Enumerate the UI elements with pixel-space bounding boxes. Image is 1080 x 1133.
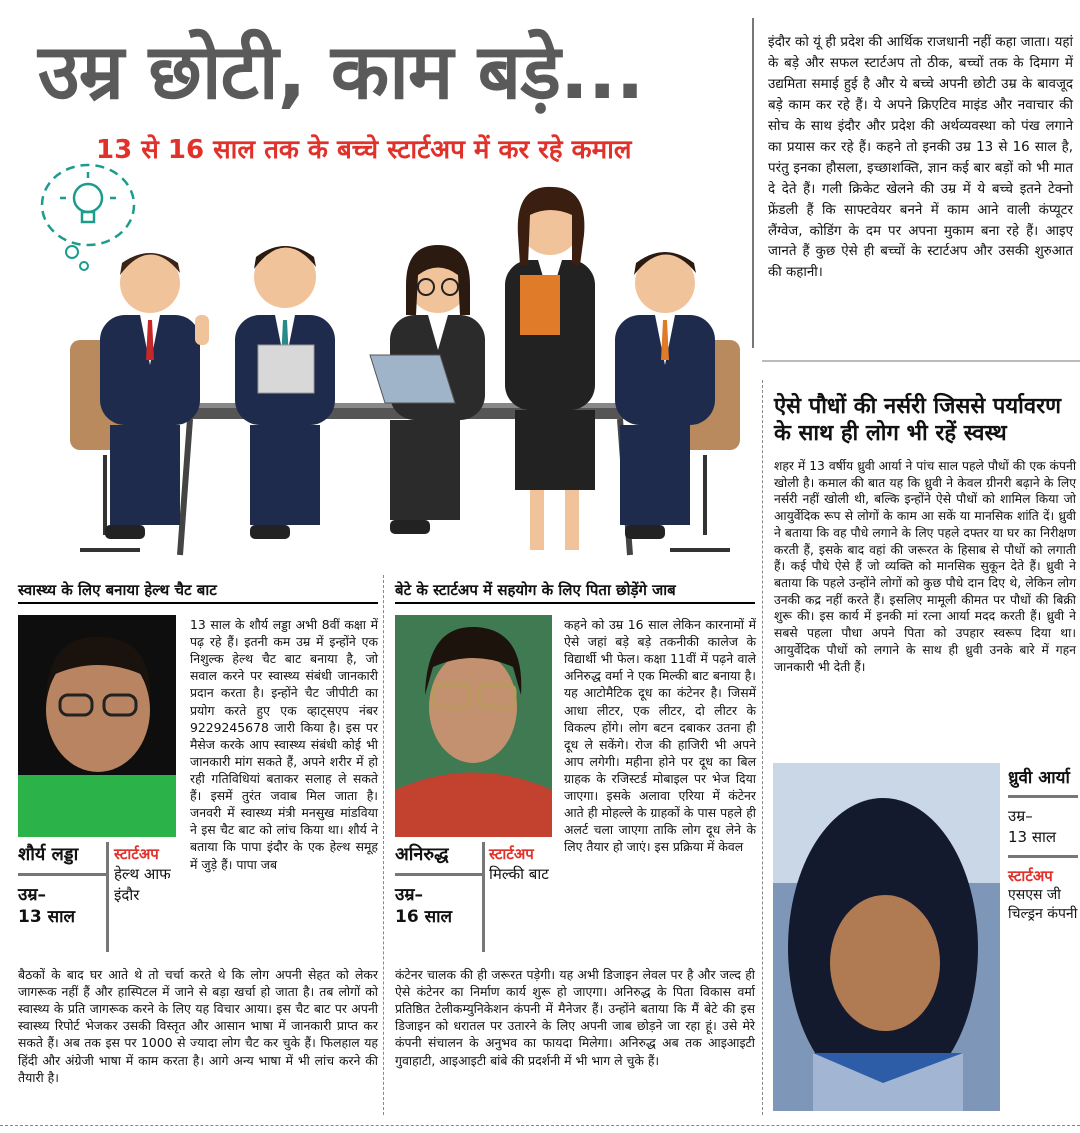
caption-vrule (106, 842, 109, 952)
anirudh-startup (489, 844, 559, 885)
story1-text-full: बैठकों के बाद घर आते थे तो चर्चा करते थे कि लोग अपनी सेहत को लेकर जागरूक नहीं हैं और हास्पिटल में जाने से बड़ा खर्चा हो जाता है। तब लोगों को स्वास्थ्य के प्रति जागरूक करने के लिए यह विचार आया। इस चैट बाट पर अपनी स्वास्थ्य रिपोर्ट भेजकर उसकी विस्तृत और आसान भाषा में जानकारी प्राप्त कर सकते हैं। अब तक इस पर 1000 से ज्यादा लोग चैट कर चुके हैं। फिलहाल यह हिंदी और अंग्रेजी भाषा में काम करता है। आगे अन्य भाषा में भी लांच करने की तैयारी है। (18, 967, 378, 1085)
dhruvi-name: ध्रुवी आर्या (1008, 768, 1070, 788)
shaurya-age-label: उम्र– (18, 884, 46, 905)
column-divider (383, 575, 384, 1115)
caption-rule (18, 873, 106, 876)
anirudh-age: 16 साल (395, 907, 452, 928)
dhruvi-age-label: उम्र– (1008, 807, 1033, 826)
dhruvi-startup-name: एसएस जी चिल्ड्रन कंपनी (1008, 887, 1078, 922)
shaurya-name: शौर्य लड्डा (18, 844, 79, 865)
caption-rule (1008, 855, 1078, 858)
photo-dhruvi (773, 763, 1000, 1111)
dhruvi-caption (1008, 768, 1078, 924)
caption-rule (1008, 795, 1078, 798)
section-rule (762, 360, 1080, 362)
anirudh-age-label: उम्र– (395, 884, 423, 905)
main-headline: उम्र छोटी, काम बड़े... (38, 27, 644, 116)
caption-vrule (482, 842, 485, 952)
story3-text: शहर में 13 वर्षीय ध्रुवी आर्या ने पांच साल पहले पौधों की एक कंपनी खोली है। कमाल की बात यह कि ध्रुवी ने केवल ग्रीनरी बढ़ाने के लिए नर्सरी नहीं खोली थी, बल्कि इन्होंने ऐसे पौधों को शामिल किया जो आयुर्वेदिक रूप से लोगों के काम आ सकें या मानसिक शांति दें। ध्रुवी ने बताया कि वह पौधे लगाने के लिए पहले दफ्तर या घर का निरीक्षण करती हैं, इसके बाद वहां की जरूरत के हिसाब से पौधों को लगाती हैं। कई पौधे ऐसे हैं जो व्यक्ति को मानसिक सुकून देते हैं। ध्रुवी ने बताया कि पहले उन्होंने लोगों को कुछ पौधे दान दिए थे, लेकिन लोग उनकी कद्र नहीं करते हैं। इसलिए मामूली कीमत पर पौधों की बिक्री शुरू की। इस कार्य में इनकी मां रत्ना आर्या मदद करती हैं। ध्रुवी ने सबसे पहला पौधा अपने पिता को उपहार स्वरूप दिया था। आयुर्वेदिक पौधों को लगाने के साथ ही ध्रुवी उनके बारे में गहन जानकारी भी देती हैं। (774, 459, 1076, 674)
story1-rule (18, 602, 378, 604)
story2-text-col: कहने को उम्र 16 साल लेकिन कारनामों में ऐसे जहां बड़े बड़े तकनीकी कालेज के विद्यार्थी भी फेल। कक्षा 11वीं में पढ़ने वाले अनिरुद्ध वर्मा ने एक मिल्की बाट बनाया है। यह आटोमैटिक दूध का कंटेनर है। जिसमें आधा लीटर, एक लीटर, दो लीटर के विकल्प होंगे। लोग बटन दबाकर उतना ही दूध ले सकेंगे। रोज की हाजिरी भी अपने आप लगेगी। महीना होने पर दूध का बिल ग्राहक के रजिस्टर्ड मोबाइल पर भेज दिया जाएगा। इसके अलावा एरिया में कंटेनर आते ही मोहल्ले के ग्राहकों के पास पहले ही अलर्ट चला जाएगा ताकि लोग दूध लेने के लिए तैयार हो जाएं। इस प्रक्रिया में केवल (564, 617, 756, 855)
intro-divider (752, 18, 754, 348)
page-bottom-rule (0, 1125, 1080, 1126)
dhruvi-startup-label: स्टार्टअप (1008, 866, 1053, 885)
startup-team-illustration (60, 165, 750, 570)
story1-text-col: 13 साल के शौर्य लड्डा अभी 8वीं कक्षा में पढ़ रहे हैं। इतनी कम उम्र में इन्होंने एक निशुल्क हेल्थ चैट बाट बनाया है, जो सवाल करने पर स्वास्थ्य संबंधी जानकारी प्रदान करता है। इन्होंने चैट जीपीटी का प्रयोग करते हुए एक व्हाट्सएप नंबर 9229245678 जारी किया है। इस पर मैसेज करके आप स्वास्थ्य संबंधी कोई भी जानकारी मांग सकते हैं, अपने शरीर में हो रही गतिविधियां बताकर सलाह ले सकते हैं। इसमें तुरंत जवाब मिल जाता है। जनवरी में स्वास्थ्य मंत्री मनसुख मांडविया ने इस चैट बाट को लांच किया था। शौर्य ने बताया कि पापा इंदौर के एक हेल्थ समूह में जुड़े हैं। पापा जब (190, 617, 378, 872)
shaurya-startup-name: हेल्थ आफ इंदौर (114, 865, 171, 904)
anirudh-name: अनिरुद्ध (395, 844, 449, 865)
shaurya-startup (114, 844, 184, 905)
story2-rule (395, 602, 755, 604)
shaurya-age: 13 साल (18, 907, 75, 928)
photo-shaurya (18, 615, 176, 837)
anirudh-caption (395, 844, 483, 929)
shaurya-startup-label: स्टार्टअप (114, 845, 159, 863)
dhruvi-age: 13 साल (1008, 827, 1057, 846)
column-divider (762, 380, 763, 1115)
story2-text-full: कंटेनर चालक की ही जरूरत पड़ेगी। यह अभी डिजाइन लेवल पर है और जल्द ही ऐसे कंटेनर का निर्माण कार्य शुरू हो जाएगा। अनिरुद्ध के पिता विकास वर्मा प्रतिष्ठित टेलीकम्युनिकेशन कंपनी में मैनेजर हैं। उन्होंने बताया कि मैं बेटे की इस डिजाइन को धरातल पर उतारने के लिए अपनी जाब छोड़ने जा रहा हूं। उसे मेरे कंपनी संचालन के अनुभव का फायदा मिलेगा। अनिरुद्ध अब तक आइआइटी गुवाहाटी, आइआइटी बांबे की प्रदर्शनी में भी भाग ले चुके हैं। (395, 967, 755, 1068)
sub-headline: 13 से 16 साल तक के बच्चे स्टार्टअप में कर रहे कमाल (96, 135, 632, 165)
story1-title: स्वास्थ्य के लिए बनाया हेल्थ चैट बाट (18, 581, 217, 599)
intro-text: इंदौर को यूं ही प्रदेश की आर्थिक राजधानी नहीं कहा जाता। यहां के बड़े और सफल स्टार्टअप तो ठीक, बच्चों तक के दिमाग में उद्यमिता समाई हुई है और ये बच्चे अपनी छोटी उम्र के बावजूद बड़े काम कर रहे हैं। ये अपने क्रिएटिव माइंड और नवाचार की सोच के साथ इंदौर और प्रदेश की अर्थव्यवस्था को पंख लगाने का प्रयास कर रहे हैं। कहने तो इनकी उम्र 13 से 16 साल है, परंतु इनका हौसला, इच्छाशक्ति, ज्ञान कई बार बड़ों को भी मात दे देते हैं। गली क्रिकेट खेलने की उम्र में ये बच्चे इतने टेक्नो फ्रेंडली हैं कि साफ्टवेयर बनने में काम आने वाली कंप्यूटर लैंग्वेज, कोडिंग के दम पर अपना मुकाम बना रहे हैं। आइए जानते हैं कुछ ऐसे ही बच्चों के स्टार्टअप और उसकी शुरुआत की कहानी। (768, 35, 1073, 281)
photo-anirudh (395, 615, 552, 837)
caption-rule (395, 873, 483, 876)
anirudh-startup-name: मिल्की बाट (489, 865, 549, 884)
shaurya-caption (18, 844, 106, 929)
anirudh-startup-label: स्टार्टअप (489, 845, 534, 863)
story3-title: ऐसे पौधों की नर्सरी जिससे पर्यावरण के साथ ही लोग भी रहें स्वस्थ (774, 394, 1061, 446)
story2-title: बेटे के स्टार्टअप में सहयोग के लिए पिता छोड़ेंगे जाब (395, 581, 676, 599)
